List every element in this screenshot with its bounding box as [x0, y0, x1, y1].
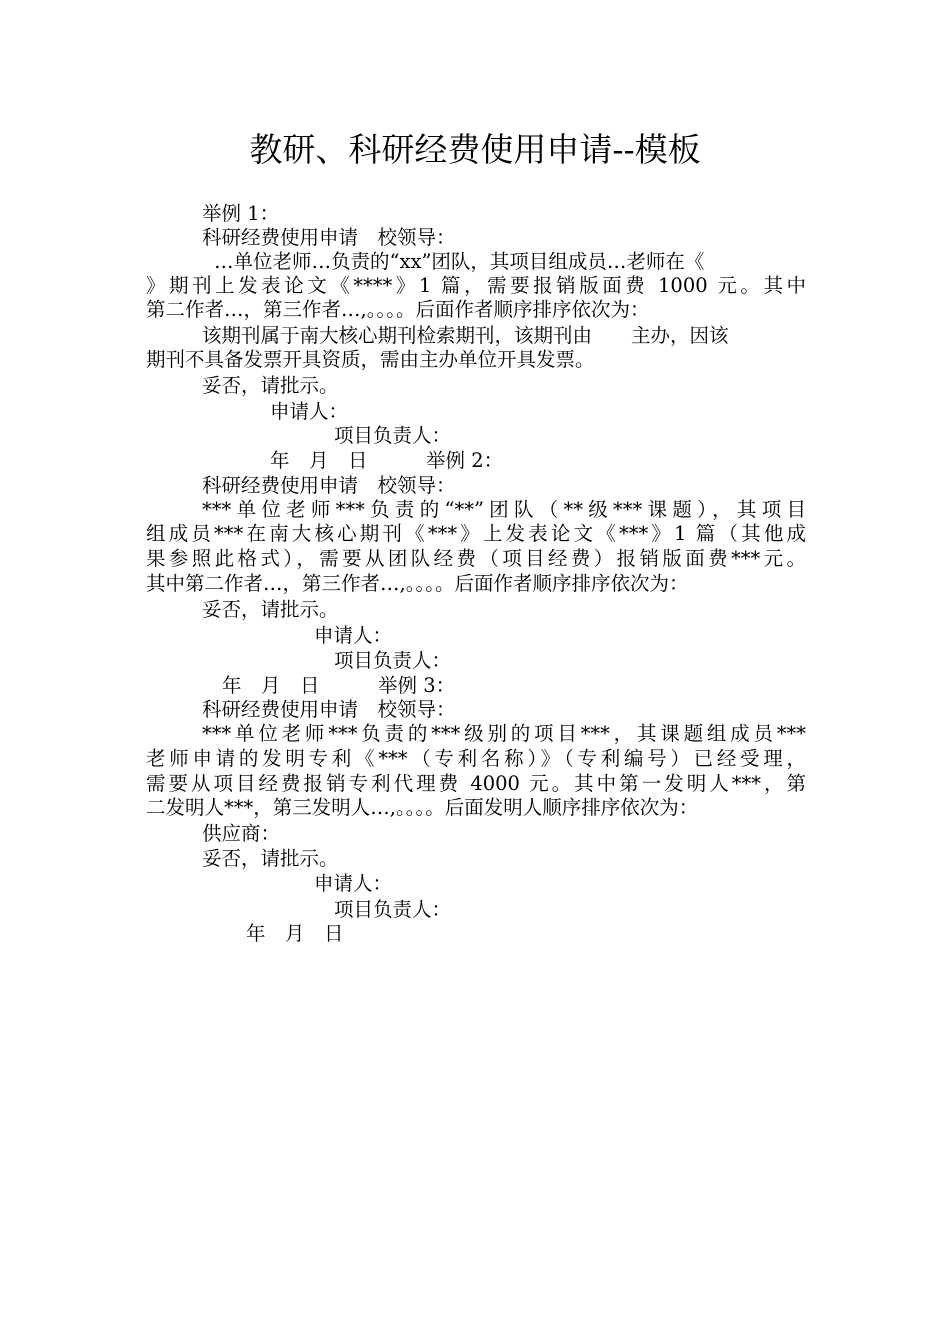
- example-3-body-line-2: 老师申请的发明专利《***（专利名称）》（专利编号）已经受理，: [146, 747, 806, 770]
- example-3-applicant: 申请人：: [314, 872, 393, 895]
- example-1-subject: 科研经费使用申请 校领导：: [202, 226, 456, 249]
- document-title: 教研、科研经费使用申请--模板: [249, 130, 701, 169]
- example-3-approval: 妥否，请批示。: [202, 847, 339, 870]
- example-3-body-line-1: ***单位老师***负责的***级别的项目***，其课题组成员***: [202, 722, 806, 745]
- example-2-body-line-4: 其中第二作者…，第三作者…,。。。。后面作者顺序排序依次为：: [146, 572, 689, 595]
- example-3-date: 年 月 日: [246, 922, 344, 945]
- example-1-body-line-2: 》期刊上发表论文《****》1 篇，需要报销版面费 1000 元。其中: [146, 274, 806, 297]
- example-1-applicant: 申请人：: [270, 400, 349, 423]
- example-3-subject: 科研经费使用申请 校领导：: [202, 698, 456, 721]
- example-3-body-line-4: 二发明人***，第三发明人…,。。。。后面发明人顺序排序依次为：: [146, 796, 699, 819]
- example-1-project-leader: 项目负责人：: [334, 424, 452, 447]
- example-2-body-line-1: ***单位老师***负责的“**”团队（**级***课题），其项目: [202, 498, 806, 521]
- example-1-body-line-5: 期刊不具备发票开具资质，需由主办单位开具发票。: [146, 348, 595, 371]
- example-1-heading: 举例 1：: [202, 202, 280, 225]
- example-2-body-line-3: 果参照此格式），需要从团队经费（项目经费）报销版面费***元。: [146, 547, 806, 570]
- example-2-body-line-2: 组成员***在南大核心期刊《***》上发表论文《***》1 篇（其他成: [146, 522, 806, 545]
- example-1-date-and-example-2-heading: 年 月 日 举例 2：: [270, 449, 504, 472]
- example-2-approval: 妥否，请批示。: [202, 598, 339, 621]
- example-2-project-leader: 项目负责人：: [334, 649, 452, 672]
- example-1-body-line-3: 第二作者…，第三作者…,。。。。后面作者顺序排序依次为：: [146, 298, 650, 321]
- example-2-subject: 科研经费使用申请 校领导：: [202, 474, 456, 497]
- example-3-body-line-3: 需要从项目经费报销专利代理费 4000 元。其中第一发明人***，第: [146, 772, 806, 795]
- example-3-project-leader: 项目负责人：: [334, 898, 452, 921]
- example-1-body-line-1: …单位老师…负责的“xx”团队，其项目组成员…老师在《: [214, 250, 705, 273]
- example-2-date-and-example-3-heading: 年 月 日 举例 3：: [222, 674, 456, 697]
- example-1-body-line-4: 该期刊属于南大核心期刊检索期刊，该期刊由 主办，因该: [202, 324, 729, 347]
- example-2-applicant: 申请人：: [314, 624, 393, 647]
- example-3-supplier: 供应商：: [202, 822, 281, 845]
- example-1-approval: 妥否，请批示。: [202, 374, 339, 397]
